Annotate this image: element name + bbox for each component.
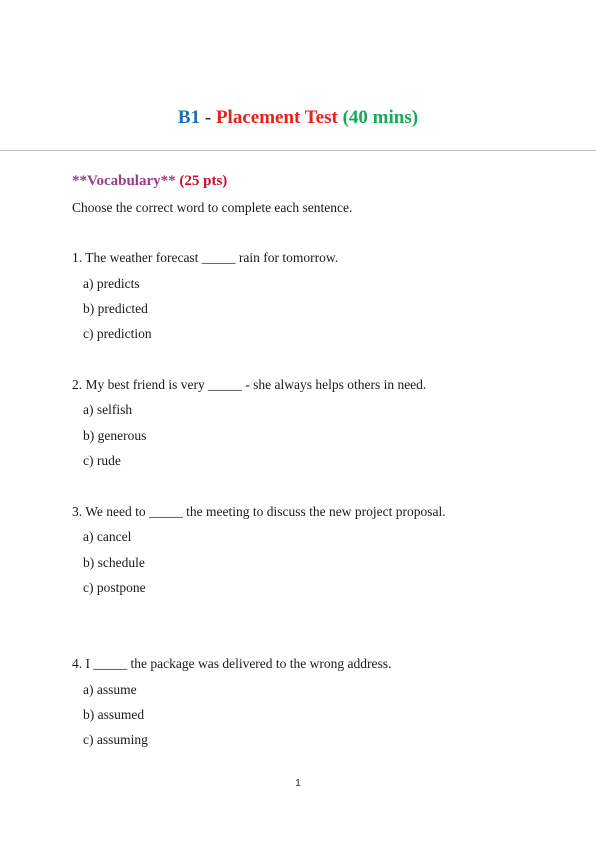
header-divider — [0, 150, 596, 151]
title-duration: (40 mins) — [342, 107, 419, 128]
question-2-option-c: c) rude — [83, 453, 121, 468]
question-4-option-a: a) assume — [83, 682, 137, 697]
question-2-option-a: a) selfish — [83, 402, 133, 417]
question-3-option-c: c) postpone — [83, 580, 146, 595]
title-separator: - — [204, 107, 212, 128]
question-1-option-c: c) prediction — [83, 326, 152, 341]
page-number: 1 — [295, 778, 301, 789]
title-name: Placement Test — [215, 107, 338, 128]
title-level: B1 — [177, 107, 201, 128]
section-title: **Vocabulary** — [72, 173, 176, 189]
question-1: 1. The weather forecast _____ rain for tomorrow. — [72, 250, 339, 265]
page-title — [0, 106, 596, 130]
question-4-option-b: b) assumed — [83, 707, 145, 722]
question-4: 4. I _____ the package was delivered to the wrong address. — [72, 656, 392, 671]
question-3-option-a: a) cancel — [83, 529, 132, 544]
question-1-option-a: a) predicts — [83, 276, 140, 291]
question-2-option-b: b) generous — [83, 428, 147, 443]
question-3-option-b: b) schedule — [83, 555, 145, 570]
question-2: 2. My best friend is very _____ - she always helps others in need. — [72, 377, 427, 392]
question-3: 3. We need to _____ the meeting to discuss the new project proposal. — [72, 504, 446, 519]
section-heading — [72, 171, 227, 191]
question-4-option-c: c) assuming — [83, 732, 148, 747]
section-instruction: Choose the correct word to complete each sentence. — [72, 200, 353, 215]
section-points: (25 pts) — [179, 173, 228, 189]
question-1-option-b: b) predicted — [83, 301, 148, 316]
